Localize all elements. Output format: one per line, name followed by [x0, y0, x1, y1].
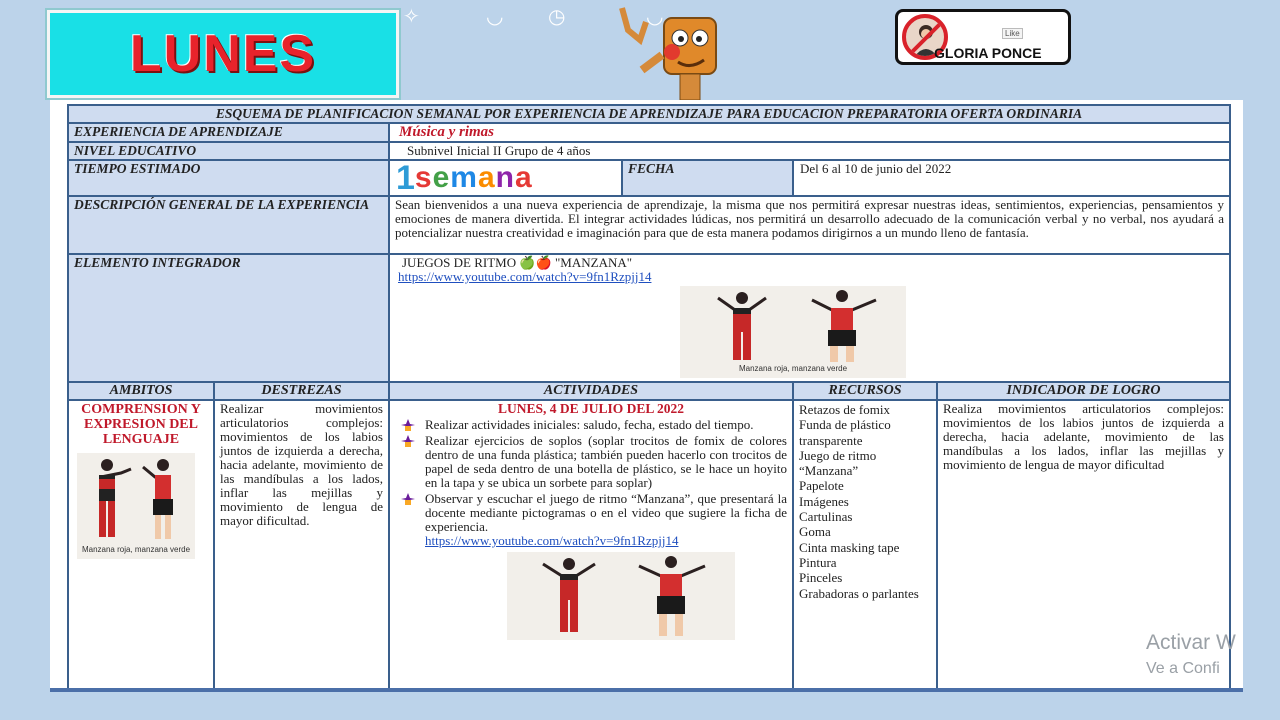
experiencia-value: Música y rimas	[389, 123, 1230, 142]
planning-document	[50, 100, 1243, 692]
recurso-item: Retazos de fomix	[799, 402, 890, 417]
descripcion-label: DESCRIPCIÓN GENERAL DE LA EXPERIENCIA	[68, 196, 389, 254]
watermark-line-2: Ve a Confi	[1146, 660, 1220, 677]
semana-letter: a	[515, 161, 533, 194]
semana-letter: m	[450, 161, 478, 194]
document-title: ESQUEMA DE PLANIFICACION SEMANAL POR EXPERIENCIA DE APRENDIZAJE PARA EDUCACION PREPARATORIA OFERTA ORDINARIA	[68, 105, 1230, 123]
fecha-value: Del 6 al 10 de junio del 2022	[793, 160, 1230, 196]
ambito-value: COMPRENSION Y EXPRESION DEL LENGUAJE	[81, 402, 201, 447]
ambito-image-caption: Manzana roja, manzana verde	[81, 545, 191, 554]
elemento-cell	[389, 254, 1230, 382]
actividad-text: Observar y escuchar el juego de ritmo “Manzana”, que presentará la docente mediante pictogramas o en el video que sugiere la ficha de experiencia.	[425, 491, 787, 534]
elemento-value: JUEGOS DE RITMO 🍏🍎 "MANZANA"	[402, 255, 633, 270]
elemento-youtube-link[interactable]: https://www.youtube.com/watch?v=9fn1Rzpjj14	[398, 269, 652, 284]
actividades-image	[507, 552, 735, 640]
bullet-icon	[401, 419, 415, 431]
like-button[interactable]: Like	[1002, 28, 1023, 39]
profile-badge	[895, 9, 1071, 65]
actividad-text: Realizar actividades iniciales: saludo, fecha, estado del tiempo.	[425, 417, 754, 432]
activation-watermark	[1146, 630, 1236, 682]
recurso-item: Goma	[799, 524, 831, 540]
ambito-image	[77, 453, 195, 559]
actividad-item	[395, 418, 787, 432]
tiempo-label: TIEMPO ESTIMADO	[68, 160, 389, 196]
actividades-list	[395, 418, 787, 548]
actividad-text: Realizar ejercicios de soplos (soplar trocitos de fomix de colores dentro de una funda plástica; también pueden hacerlo con trocitos de papel de seda dentro de una botella de plástico, se le hace un hoyito en la tapa y se ubica un sorbete para soplar)	[425, 433, 787, 490]
day-title: LUNES	[129, 25, 317, 83]
fecha-label: FECHA	[622, 160, 793, 196]
manzana-image	[680, 286, 906, 378]
semana-letter: e	[432, 161, 451, 194]
nivel-value: Subnivel Inicial II Grupo de 4 años	[389, 142, 1230, 160]
recurso-item: Papelote	[799, 478, 844, 494]
semana-letter: s	[414, 161, 433, 194]
recurso-item: Pintura	[799, 554, 837, 570]
col-recursos: RECURSOS	[793, 382, 937, 400]
actividad-item	[395, 434, 787, 490]
semana-word	[415, 161, 533, 195]
ambito-cell	[68, 400, 214, 692]
day-banner	[47, 10, 399, 98]
clock-icon: ◷	[548, 4, 566, 28]
cartoon-robot-icon	[612, 0, 732, 100]
semana-letter: a	[477, 161, 496, 194]
col-destrezas: DESTREZAS	[214, 382, 389, 400]
recurso-item: Funda de plástico transparente	[799, 417, 891, 448]
indicador-value: Realiza movimientos articulatorios complejos: movimientos de los labios juntos de izquierda a derecha, hacia adelante, movimiento de las mandíbulas a los lados, inflar las mejillas y movimiento de lengua de mayor dificultad	[937, 400, 1230, 692]
actividades-title: LUNES, 4 DE JULIO DEL 2022	[497, 401, 685, 416]
semana-letter: n	[495, 161, 515, 194]
recurso-item: Imágenes	[799, 493, 849, 509]
document-bottom-border	[50, 688, 1243, 692]
recurso-item: Cinta masking tape	[799, 539, 900, 555]
descripcion-value: Sean bienvenidos a una nueva experiencia de aprendizaje, la misma que nos permitirá expresar nuestras ideas, sentimientos, experiencias, pensamientos y emociones de manera divertida. El integrar actividades lúdicas, nos permitirá un desarrollo adecuado de la comunicación verbal y no verbal, nos ayudará a potencializar nuestra creatividad e imaginación para que de esta manera podamos dirigirnos a un mundo lleno de fantasía.	[389, 196, 1230, 254]
elemento-label: ELEMENTO INTEGRADOR	[68, 254, 389, 382]
bullet-icon	[401, 435, 415, 447]
recurso-item: Grabadoras o parlantes	[799, 585, 919, 601]
semana-number: 1	[396, 159, 415, 197]
swirl-icon-2: ◡	[646, 4, 664, 28]
col-indicador: INDICADOR DE LOGRO	[937, 382, 1230, 400]
profile-name: GLORIA PONCE	[934, 45, 1042, 61]
col-ambitos: AMBITOS	[68, 382, 214, 400]
actividades-cell	[389, 400, 793, 692]
sparkle-icon: ✧	[403, 4, 420, 28]
destreza-value: Realizar movimientos articulatorios complejos: movimientos de los labios juntos de izquierda a derecha, hacia adelante, movimiento de las mandíbulas a los lados, inflar las mejillas y movimiento de lengua de mayor dificultad.	[214, 400, 389, 692]
experiencia-label: EXPERIENCIA DE APRENDIZAJE	[68, 123, 389, 142]
recurso-item: Juego de ritmo “Manzana”	[799, 447, 877, 479]
recurso-item: Cartulinas	[799, 509, 853, 525]
col-actividades: ACTIVIDADES	[389, 382, 793, 400]
swirl-icon: ◡	[486, 4, 504, 28]
planning-table	[67, 104, 1231, 692]
bullet-icon	[401, 493, 415, 505]
recurso-item: Pinceles	[799, 570, 843, 586]
watermark-line-1: Activar W	[1146, 631, 1236, 654]
semana-logo	[389, 160, 622, 196]
recursos-cell	[793, 400, 937, 692]
nivel-label: NIVEL EDUCATIVO	[68, 142, 389, 160]
image-caption: Manzana roja, manzana verde	[738, 364, 848, 373]
actividad-item	[395, 492, 787, 548]
actividades-youtube-link[interactable]: https://www.youtube.com/watch?v=9fn1Rzpjj14	[425, 533, 679, 548]
